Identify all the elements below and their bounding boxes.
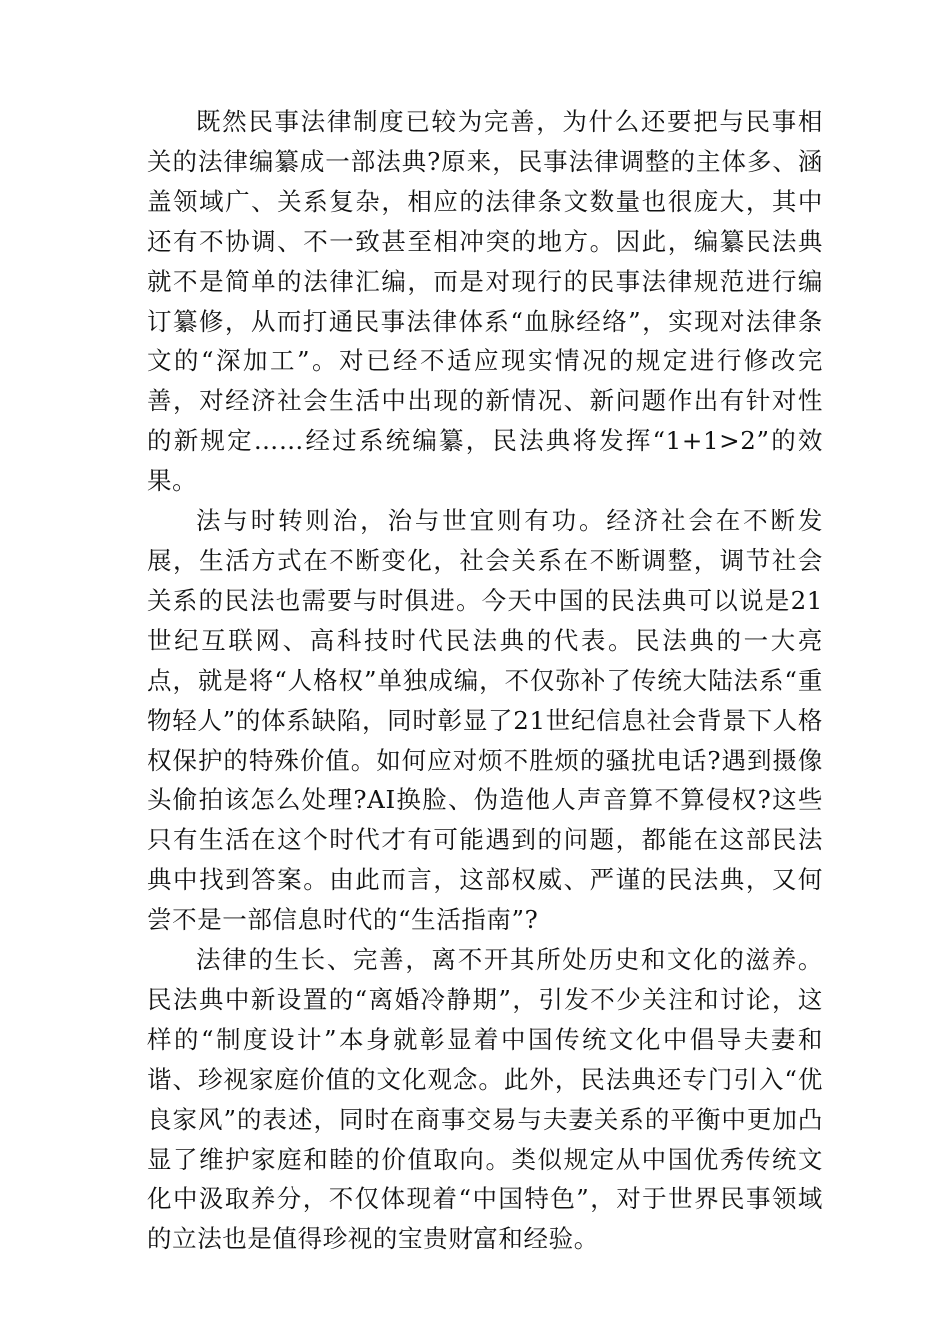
- document-page: [147, 102, 823, 1259]
- paragraph-3: 法律的生长、完善，离不开其所处历史和文化的滋养。民法典中新设置的“离婚冷静期”，引发不少关注和讨论，这样的“制度设计”本身就彰显着中国传统文化中倡导夫妻和谐、珍视家庭价值的文化观念。此外，民法典还专门引入“优良家风”的表述，同时在商事交易与夫妻关系的平衡中更加凸显了维护家庭和睦的价值取向。类似规定从中国优秀传统文化中汲取养分，不仅体现着“中国特色”，对于世界民事领域的立法也是值得珍视的宝贵财富和经验。: [147, 945, 823, 1254]
- paragraph-2: 法与时转则治，治与世宜则有功。经济社会在不断发展，生活方式在不断变化，社会关系在不断调整，调节社会关系的民法也需要与时俱进。今天中国的民法典可以说是21世纪互联网、高科技时代民法典的代表。民法典的一大亮点，就是将“人格权”单独成编，不仅弥补了传统大陆法系“重物轻人”的体系缺陷，同时彰显了21世纪信息社会背景下人格权保护的特殊价值。如何应对烦不胜烦的骚扰电话?遇到摄像头偷拍该怎么处理?AI换脸、伪造他人声音算不算侵权?这些只有生活在这个时代才有可能遇到的问题，都能在这部民法典中找到答案。由此而言，这部权威、严谨的民法典，又何尝不是一部信息时代的“生活指南”?: [147, 506, 823, 935]
- paragraph-1: 既然民事法律制度已较为完善，为什么还要把与民事相关的法律编纂成一部法典?原来，民事法律调整的主体多、涵盖领域广、关系复杂，相应的法律条文数量也很庞大，其中还有不协调、不一致甚至相冲突的地方。因此，编纂民法典就不是简单的法律汇编，而是对现行的民事法律规范进行编订纂修，从而打通民事法律体系“血脉经络”，实现对法律条文的“深加工”。对已经不适应现实情况的规定进行修改完善，对经济社会生活中出现的新情况、新问题作出有针对性的新规定……经过系统编纂，民法典将发挥“1+1>2”的效果。: [147, 107, 823, 496]
